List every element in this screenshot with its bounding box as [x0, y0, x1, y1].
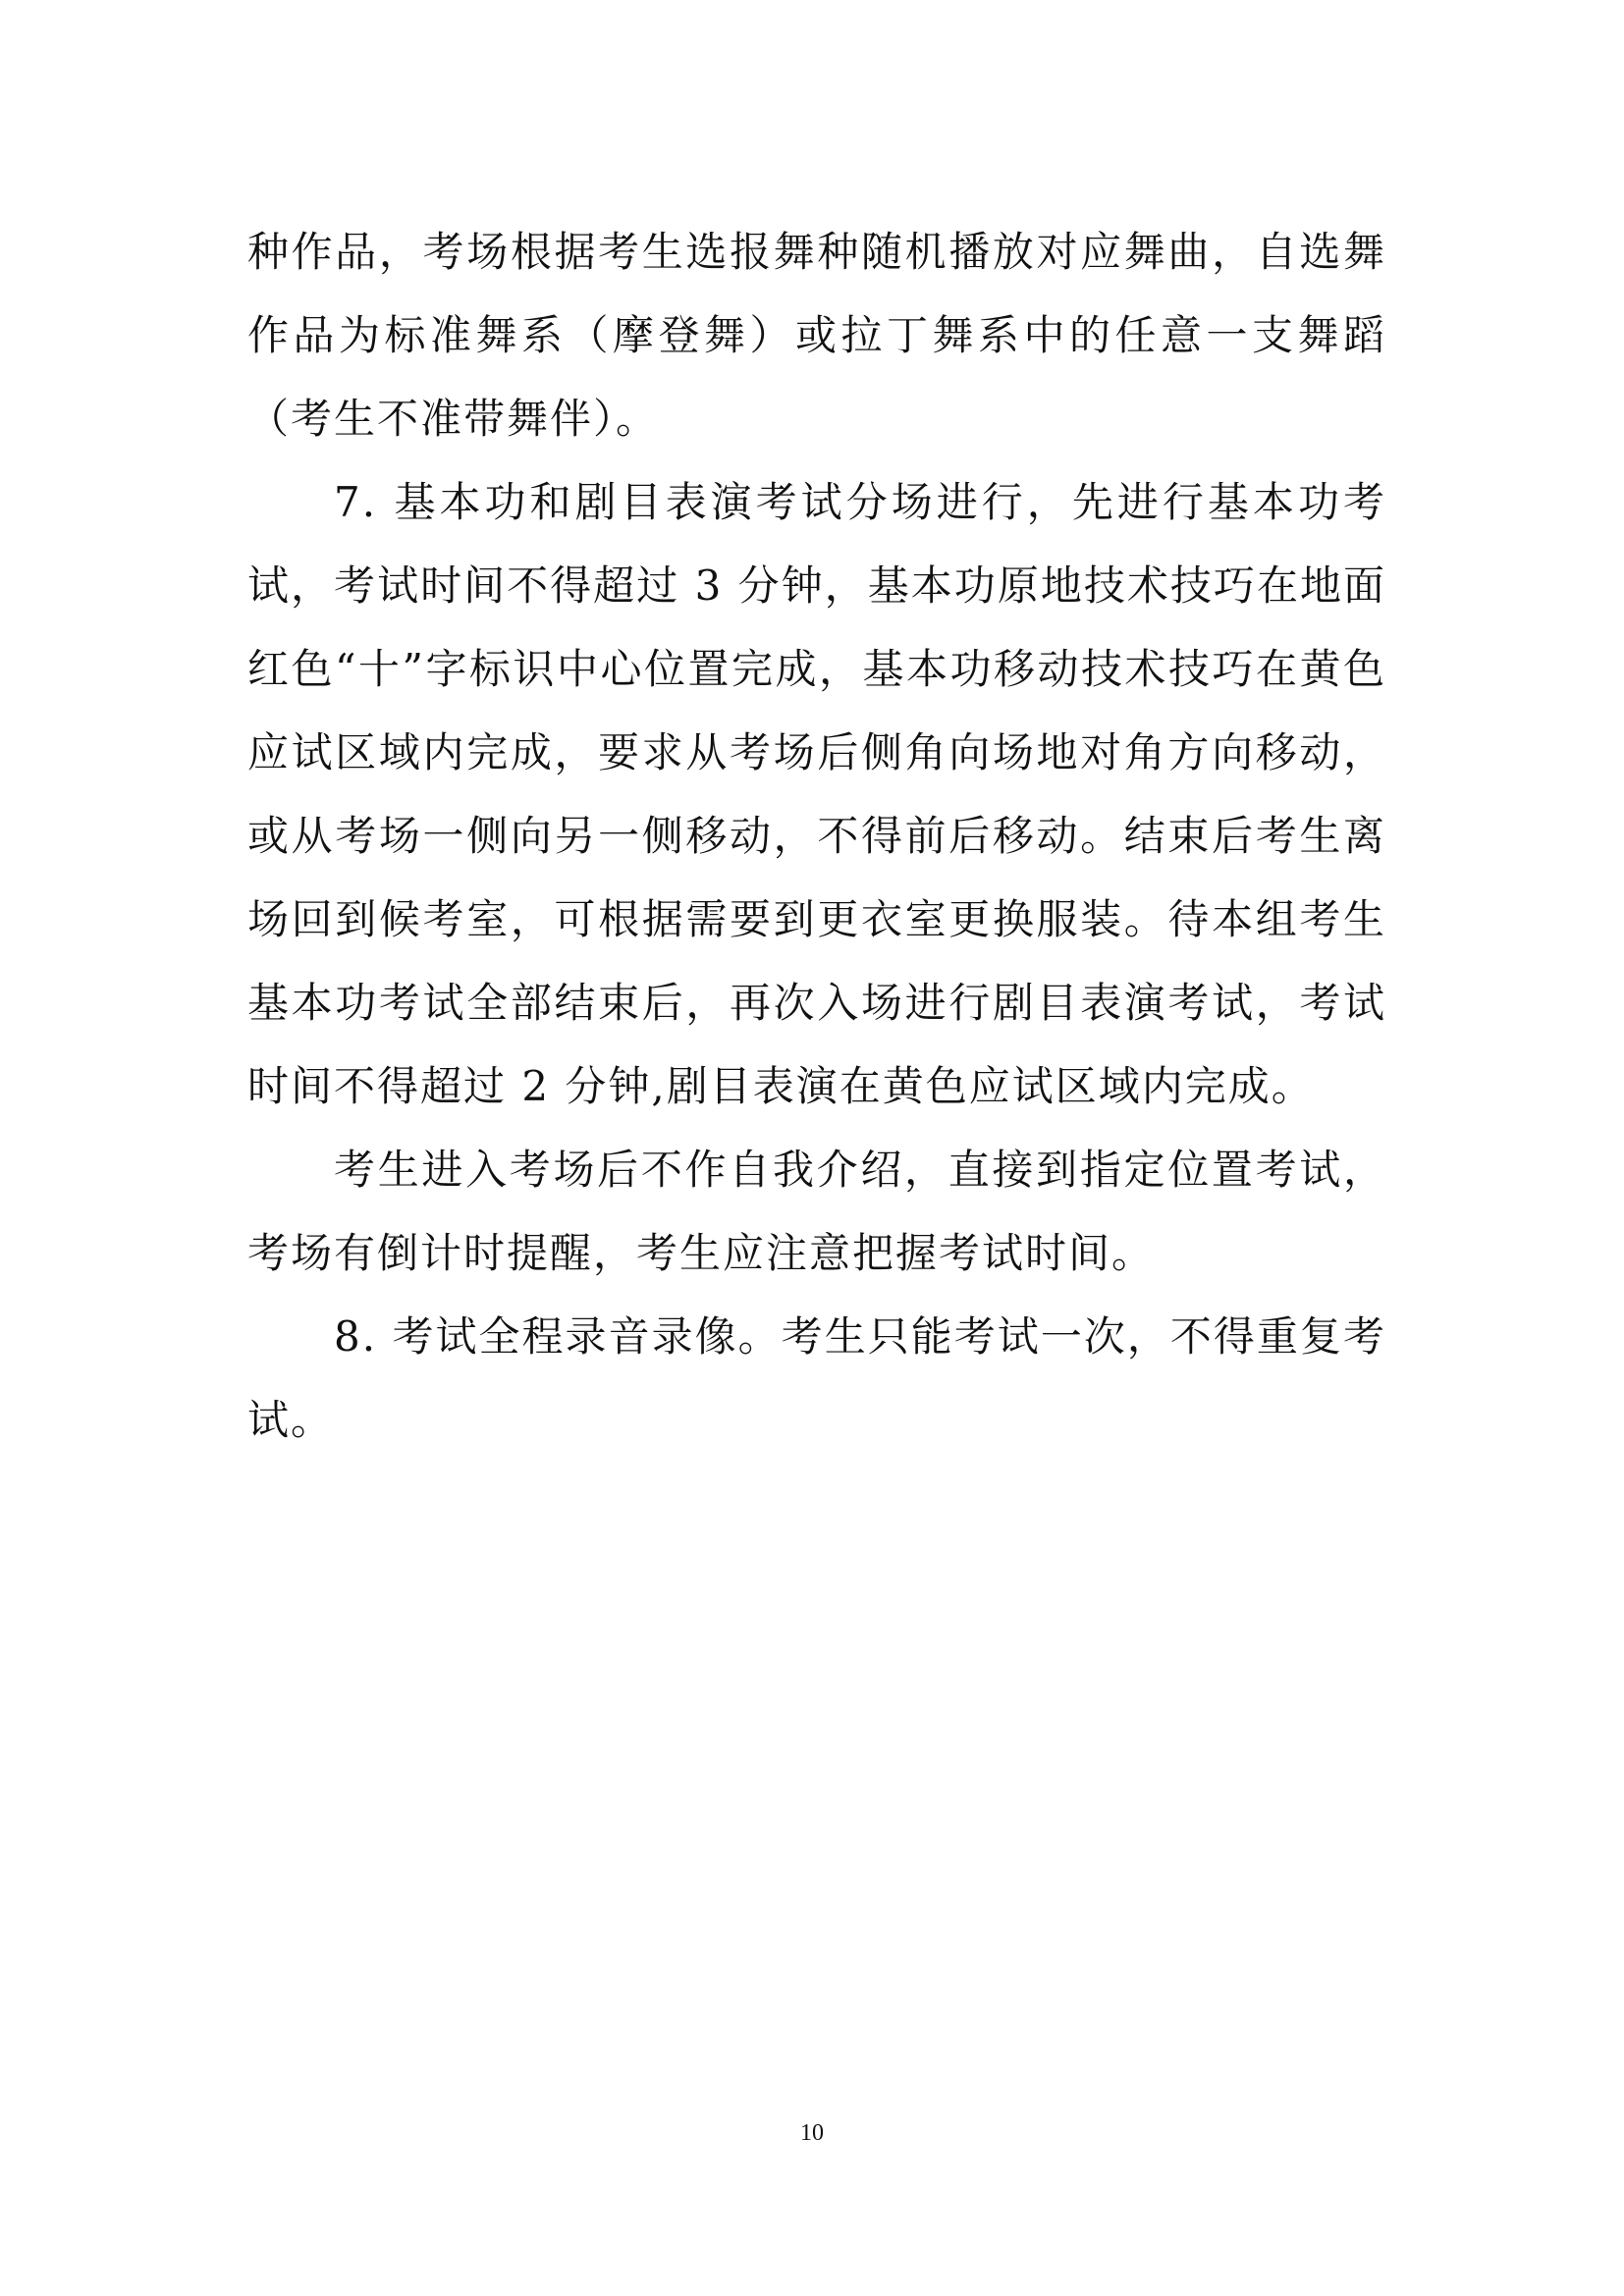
- page-number: 10: [800, 2120, 824, 2146]
- paragraph-continuation: 种作品，考场根据考生选报舞种随机播放对应舞曲，自选舞作品为标准舞系（摩登舞）或拉丁舞系中的任意一支舞蹈（考生不准带舞伴）。: [247, 228, 1386, 443]
- document-body: [247, 210, 1386, 1462]
- paragraph-item-7: 7. 基本功和剧目表演考试分场进行，先进行基本功考试，考试时间不得超过 3 分钟，基本功原地技术技巧在地面红色“十”字标识中心位置完成，基本功移动技术技巧在黄色应试区域内完成，要求从考场后侧角向场地对角方向移动，或从考场一侧向另一侧移动，不得前后移动。结束后考生离场回到候考室，可根据需要到更衣室更换服装。待本组考生基本功考试全部结束后，再次入场进行剧目表演考试，考试时间不得超过 2 分钟,剧目表演在黄色应试区域内完成。: [247, 478, 1386, 1110]
- paragraph-item-8: 8. 考试全程录音录像。考生只能考试一次，不得重复考试。: [247, 1312, 1386, 1444]
- paragraph-exam-notice: 考生进入考场后不作自我介绍，直接到指定位置考试，考场有倒计时提醒，考生应注意把握考试时间。: [247, 1146, 1386, 1277]
